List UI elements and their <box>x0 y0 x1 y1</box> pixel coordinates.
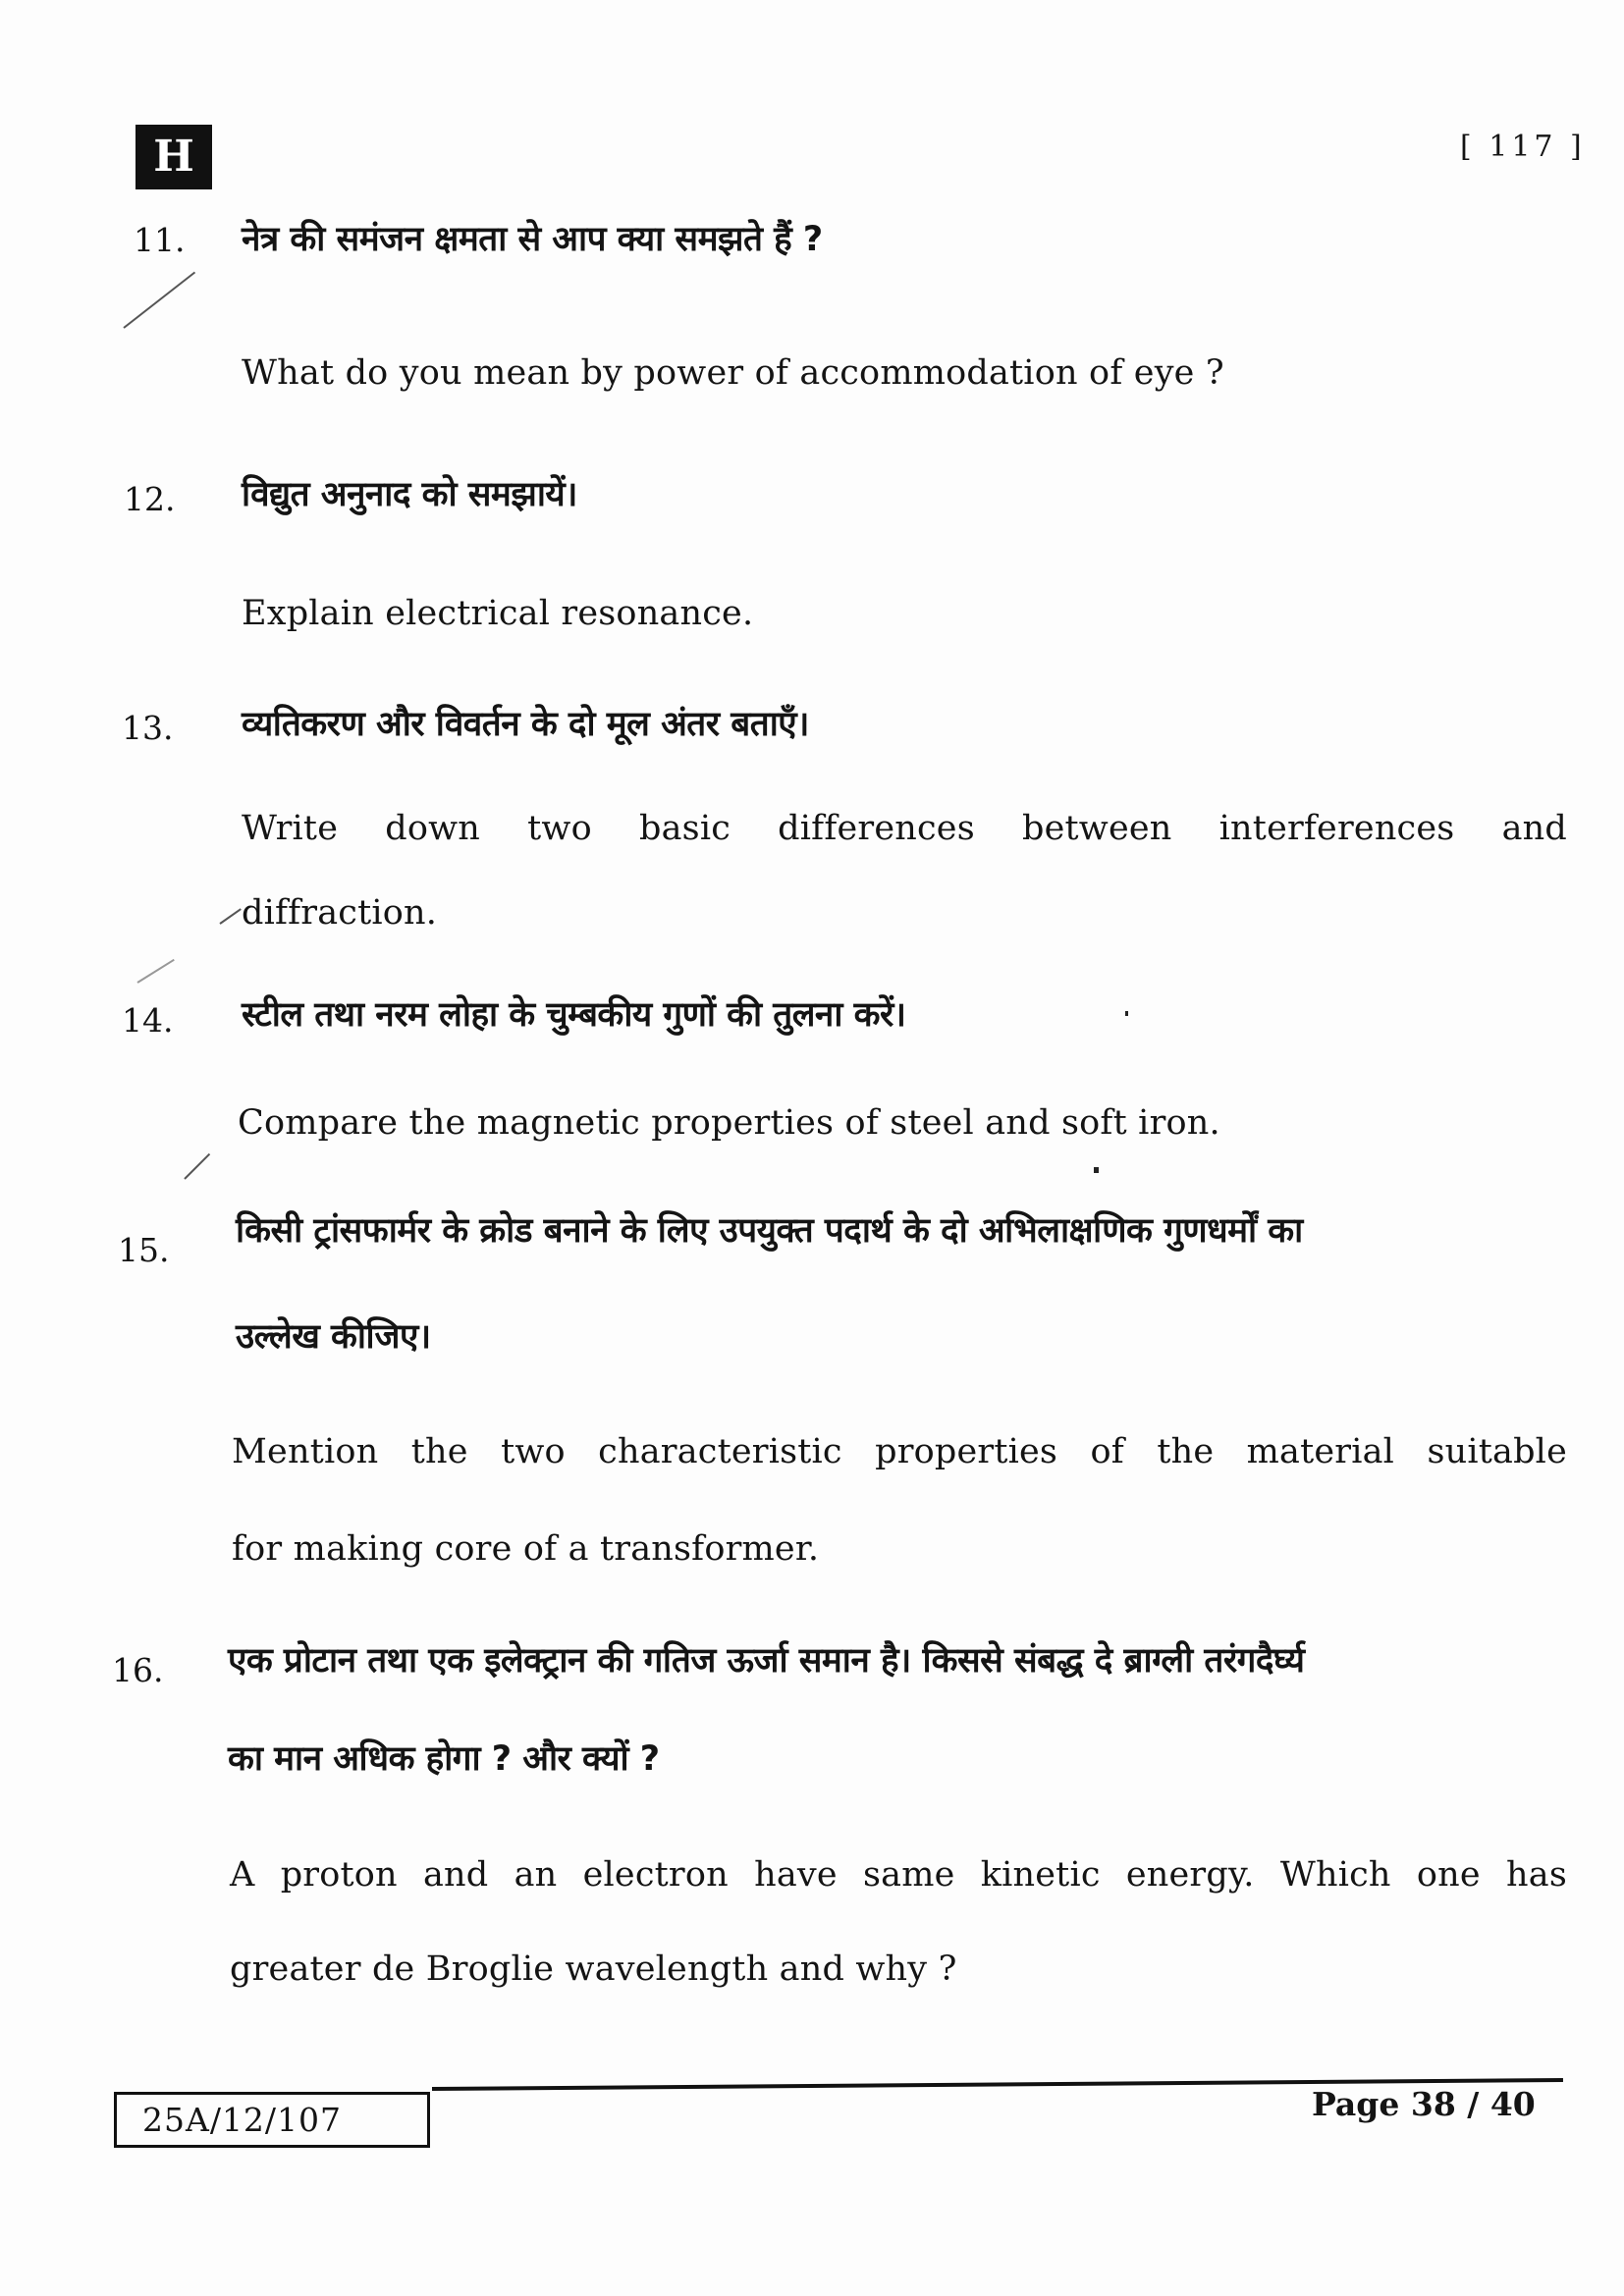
paper-code-box: 25A/12/107 <box>114 2092 430 2148</box>
pencil-tick-mark <box>136 959 174 984</box>
question-number: 13. <box>122 709 174 747</box>
pencil-tick-mark <box>123 272 195 329</box>
question-number: 16. <box>112 1651 164 1689</box>
question-english-text: diffraction. <box>242 893 438 933</box>
question-number: 12. <box>124 480 176 518</box>
question-english-text: A proton and an electron have same kinetic energy. Which one has <box>230 1855 1567 1895</box>
question-english-text: Compare the magnetic properties of steel and soft iron. <box>238 1103 1220 1143</box>
question-hindi-text: का मान अधिक होगा ? और क्यों ? <box>228 1739 660 1779</box>
question-english-text: Write down two basic differences between interferences and <box>242 809 1567 848</box>
stray-mark <box>1094 1167 1099 1173</box>
pencil-tick-mark <box>184 1153 210 1180</box>
stray-mark <box>1125 1011 1128 1016</box>
question-hindi-text: स्टील तथा नरम लोहा के चुम्बकीय गुणों की तुलना करें। <box>242 995 906 1035</box>
question-english-text: greater de Broglie wavelength and why ? <box>230 1949 957 1989</box>
question-number: 14. <box>122 1001 174 1040</box>
question-hindi-text: किसी ट्रांसफार्मर के क्रोड बनाने के लिए उपयुक्त पदार्थ के दो अभिलाक्षणिक गुणधर्मों का <box>236 1211 1303 1251</box>
question-hindi-text: विद्युत अनुनाद को समझायें। <box>242 475 577 514</box>
page-code: [ 117 ] <box>1460 130 1586 164</box>
question-number: 15. <box>118 1231 170 1269</box>
set-badge: H <box>135 125 212 189</box>
question-english-text: Mention the two characteristic properties of the material suitable <box>232 1432 1567 1471</box>
question-hindi-text: नेत्र की समंजन क्षमता से आप क्या समझते हैं ? <box>242 220 823 259</box>
question-hindi-text: एक प्रोटान तथा एक इलेक्ट्रान की गतिज ऊर्जा समान है। किससे संबद्ध दे ब्राग्ली तरंगदैर्घ्य <box>228 1641 1305 1681</box>
question-english-text: for making core of a transformer. <box>232 1529 820 1569</box>
page-number: Page 38 / 40 <box>1312 2085 1536 2123</box>
pencil-tick-mark <box>219 908 241 925</box>
question-hindi-text: उल्लेख कीजिए। <box>236 1317 431 1357</box>
question-number: 11. <box>134 221 186 259</box>
question-english-text: What do you mean by power of accommodation of eye ? <box>242 353 1224 393</box>
question-english-text: Explain electrical resonance. <box>242 594 754 633</box>
question-hindi-text: व्यतिकरण और विवर्तन के दो मूल अंतर बताएँ। <box>242 705 809 744</box>
